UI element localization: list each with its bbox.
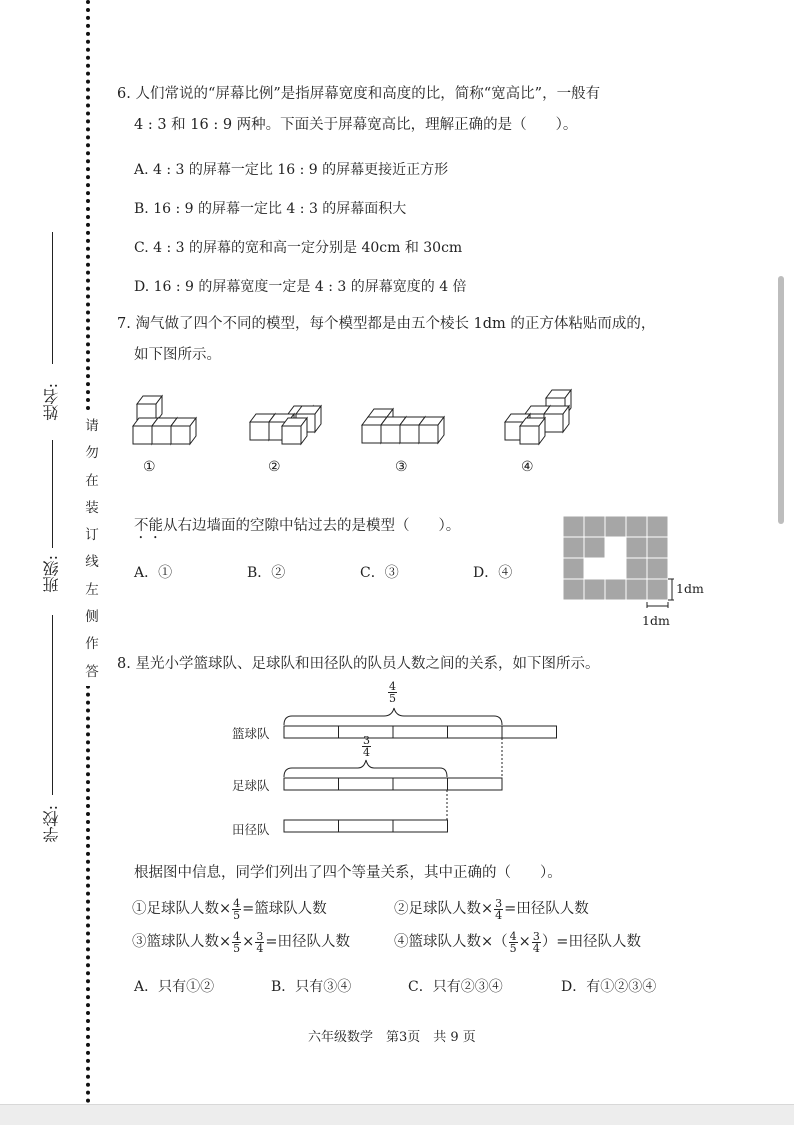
wall-gap-cell <box>605 537 626 558</box>
relation-2: ②足球队人数× $\frac{3}{4}$ =田径队人数 <box>394 896 589 922</box>
cube-model-2 <box>250 406 321 444</box>
q8-option-b: B．只有③④ <box>271 979 352 995</box>
wall-cell <box>584 537 605 558</box>
wall-cell <box>563 558 584 579</box>
bar-segment <box>393 778 448 790</box>
cube-model-4 <box>505 390 571 444</box>
q8-stem: 8. 星光小学篮球队、足球队和田径队的队员人数之间的关系，如下图所示。 <box>117 656 600 672</box>
team-bar-diagram <box>270 680 570 850</box>
q6-option-c: C. 4 : 3 的屏幕的宽和高一定分别是 40cm 和 30cm <box>134 240 463 256</box>
team-label-track: 田径队 <box>232 822 270 837</box>
wall-gap-cell <box>605 558 626 579</box>
q7-option-c: C．③ <box>360 565 399 581</box>
page-footer: 六年级数学 第3页 共 9 页 <box>308 1030 476 1045</box>
q7-stem-line2: 如下图所示。 <box>134 347 221 363</box>
school-label: 学校: <box>42 805 61 843</box>
class-underline <box>52 440 53 548</box>
q6-stem-line2: 4 : 3 和 16 : 9 两种。下面关于屏幕宽高比，理解正确的是（ ）。 <box>134 117 578 133</box>
wall-cell <box>584 579 605 600</box>
wall-cell <box>563 516 584 537</box>
wall-cell <box>563 537 584 558</box>
wall-cell <box>584 516 605 537</box>
model-label-3: ③ <box>395 459 408 475</box>
bar-segment <box>339 778 394 790</box>
q7-stem-line1: 7. 淘气做了四个不同的模型，每个模型都是由五个棱长 1dm 的正方体粘贴而成的， <box>117 316 656 332</box>
model-label-4: ④ <box>521 459 534 475</box>
bar-segment <box>339 820 394 832</box>
wall-grid-figure <box>560 514 720 634</box>
bar-segment <box>448 726 503 738</box>
wall-cell <box>647 537 668 558</box>
bar-segment <box>284 820 339 832</box>
cube-model-3 <box>362 409 444 443</box>
model-label-2: ② <box>268 459 281 475</box>
q6-option-d: D. 16 : 9 的屏幕宽度一定是 4 : 3 的屏幕宽度的 4 倍 <box>134 279 467 295</box>
team-label-football: 足球队 <box>232 778 270 793</box>
q8-intro: 根据图中信息，同学们列出了四个等量关系，其中正确的（ ）。 <box>134 865 562 881</box>
q7-option-a: A．① <box>134 565 173 581</box>
wall-cell <box>647 579 668 600</box>
q8-option-a: A．只有①② <box>134 979 215 995</box>
wall-cell <box>647 558 668 579</box>
gap-width-label: 1dm <box>642 613 670 628</box>
wall-cell <box>626 516 647 537</box>
binding-warning: 请 勿 在 装 订 线 左 侧 作 答 <box>84 413 100 686</box>
cube-models-figure <box>120 385 600 455</box>
class-label: 班级: <box>42 555 61 593</box>
team-label-basketball: 篮球队 <box>232 726 270 741</box>
bar-segment <box>393 820 448 832</box>
wall-cell <box>563 579 584 600</box>
football-brace <box>284 760 447 777</box>
q7-option-d: D．④ <box>473 565 513 581</box>
wall-cell <box>626 579 647 600</box>
relation-4: ④篮球队人数×（ $\frac{4}{5}$ × $\frac{3}{4}$ ）=田径队人数 <box>394 929 641 955</box>
q7-option-b: B．② <box>247 565 286 581</box>
wall-gap-cell <box>584 558 605 579</box>
school-underline <box>52 615 53 795</box>
q7-question-rest: 从右边墙面的空隙中钻过去的是模型（ ）。 <box>163 518 461 534</box>
cube-model-1 <box>133 396 196 444</box>
q8-option-d: D．有①②③④ <box>561 979 657 995</box>
q7-emphasis-word: 不能 <box>134 518 163 534</box>
q6-option-b: B. 16 : 9 的屏幕一定比 4 : 3 的屏幕面积大 <box>134 201 407 217</box>
vertical-scrollbar[interactable] <box>778 276 784 524</box>
viewer-bottom-bar <box>0 1104 794 1125</box>
q6-option-a: A. 4 : 3 的屏幕一定比 16 : 9 的屏幕更接近正方形 <box>134 162 449 178</box>
wall-grid <box>563 516 668 600</box>
bar-segment <box>502 726 557 738</box>
fraction-three-quarters: $\frac{3}{4}$ <box>363 734 370 759</box>
bar-segment <box>448 778 503 790</box>
wall-cell <box>626 537 647 558</box>
name-underline <box>52 232 53 364</box>
q6-stem-line1: 6. 人们常说的“屏幕比例”是指屏幕宽度和高度的比，简称“宽高比”，一般有 <box>117 86 601 102</box>
q7-question <box>134 516 460 542</box>
q8-option-c: C．只有②③④ <box>408 979 503 995</box>
gap-height-label: 1dm <box>676 581 704 596</box>
wall-cell <box>626 558 647 579</box>
model-label-1: ① <box>143 459 156 475</box>
name-label: 姓名: <box>42 383 61 421</box>
team-bars <box>284 726 557 832</box>
relation-3: ③篮球队人数× $\frac{4}{5}$ × $\frac{3}{4}$ =田径队人数 <box>132 929 350 955</box>
bar-segment <box>284 778 339 790</box>
bar-segment <box>393 726 448 738</box>
relation-1: ①足球队人数× $\frac{4}{5}$ =篮球队人数 <box>132 896 327 922</box>
bar-segment <box>284 726 339 738</box>
wall-cell <box>605 579 626 600</box>
wall-cell <box>647 516 668 537</box>
basketball-brace <box>284 708 502 725</box>
wall-cell <box>605 516 626 537</box>
fraction-four-fifths: $\frac{4}{5}$ <box>389 680 396 705</box>
